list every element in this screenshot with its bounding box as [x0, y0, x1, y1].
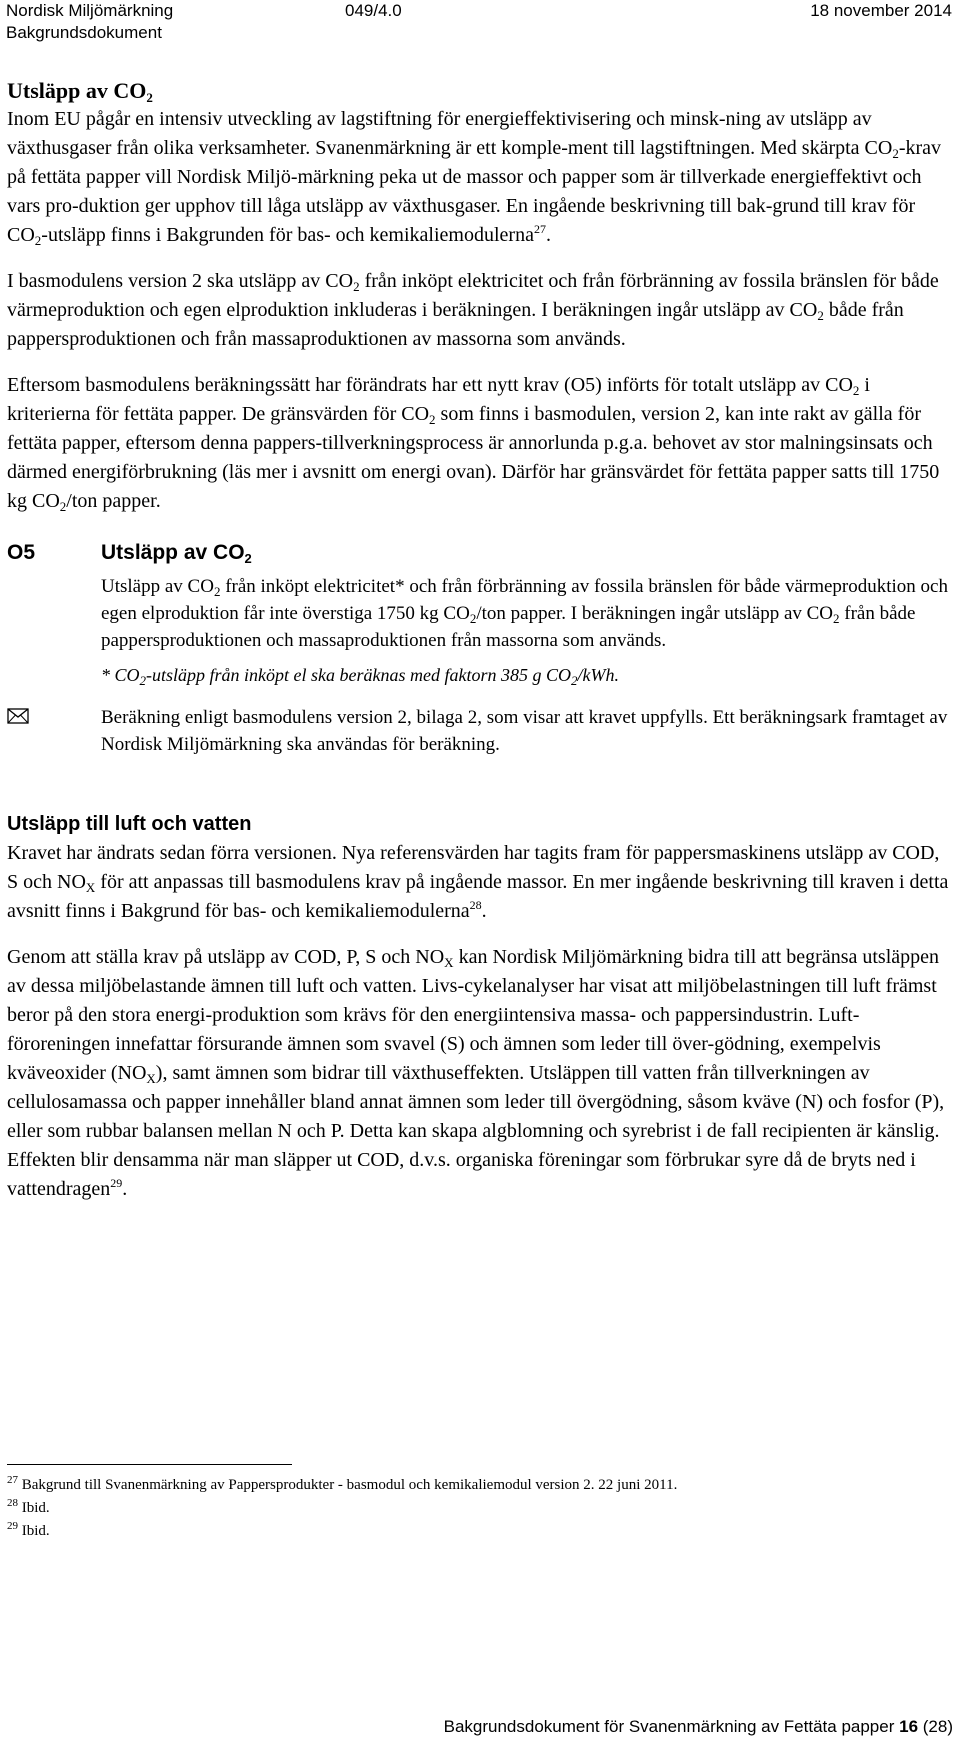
subscript: X	[444, 955, 454, 970]
header-doc-type: Bakgrundsdokument	[6, 23, 162, 42]
verification-text: Beräkning enligt basmodulens version 2, bilaga 2, som visar att kravet uppfylls. Ett beräkningsark framtaget av Nordisk Miljömärkning ska användas för beräkning.	[101, 707, 948, 755]
requirement-body	[101, 573, 953, 654]
requirement-title	[101, 538, 953, 567]
text-run: /kWh.	[577, 665, 619, 685]
text-run: .	[122, 1178, 128, 1200]
subscript: 2	[469, 611, 477, 626]
header-org: Nordisk Miljömärkning	[6, 1, 174, 20]
paragraph-air-water-intro	[7, 839, 953, 926]
footnotes	[7, 1474, 953, 1543]
title-subscript: 2	[244, 551, 252, 566]
subscript: 2	[59, 499, 67, 514]
footnote-text: Bakgrund till Svanenmärkning av Pappersprodukter - basmodul och kemikaliemodul version 2. 22 juni 2011.	[18, 1477, 678, 1493]
page-content	[7, 76, 953, 1204]
header-date: 18 november 2014	[810, 1, 952, 20]
text-run: -utsläpp från inköpt el ska beräknas med faktorn 385 g CO	[146, 665, 571, 685]
paragraph-air-water-detail	[7, 943, 953, 1204]
text-run: * CO	[101, 665, 140, 685]
text-run: ), samt ämnen som bidrar till växthuseffekten. Utsläppen till vatten från tillverkningen av cellulosamassa och papper innehåller bland annat ämnen som leder till övergödning, såsom kväve (N) och fosfor (P), eller som rubbar balansen mellan N och P. Detta kan skapa algblomning och syrebrist i de fall recipienten är känslig. Effekten blir densamma när man släpper ut COD, d.v.s. organiska föreningar som förbrukar syre då de bryts ned i vattendragen	[7, 1062, 945, 1200]
verification-block	[7, 704, 953, 758]
footnote-number: 27	[7, 1474, 18, 1486]
footnote-ref-28[interactable]: 28	[469, 898, 482, 912]
text-run: /ton papper. I beräkningen ingår utsläpp av CO	[476, 603, 834, 624]
text-run: I basmodulens version 2 ska utsläpp av CO	[7, 270, 354, 292]
text-run: från inköpt elektricitet och från förbränning av fossila bränslen för både värmeproduktion och egen elproduktion inkluderas i beräkningen. I beräkningen ingår utsläpp av CO	[7, 270, 939, 321]
heading-subscript: 2	[146, 90, 153, 105]
title-text: Utsläpp av CO	[101, 541, 245, 564]
paragraph-basmodul	[7, 267, 953, 354]
text-run: /ton papper.	[66, 490, 161, 512]
page-total: (28)	[922, 1717, 953, 1736]
subscript: X	[85, 880, 96, 895]
section-heading-air-water: Utsläpp till luft och vatten	[7, 813, 252, 835]
footnote-text: Ibid.	[18, 1523, 50, 1539]
header-doc-number: 049/4.0	[345, 1, 402, 20]
subscript: 2	[817, 308, 824, 323]
text-run: kan Nordisk Miljömärkning bidra till att begränsa utsläppen av dessa miljöbelastande ämnen till luft och vatten. Livs-cykelanalyser har visat att miljöbelastningen till luft främst beror på den stora energi-produktion som krävs för den energiintensiva massa- och pappersindustrin. Luft-föroreningen innefattar försurande ämnen som svavel (S) och ämnen som leder till över-gödning, exempelvis kväveoxider (NO	[7, 946, 940, 1084]
text-run: -utsläpp finns i Bakgrunden för bas- och kemikaliemodulerna	[41, 224, 534, 246]
footnote-ref-29[interactable]: 29	[110, 1176, 123, 1190]
subscript: 2	[429, 412, 436, 427]
text-run: för att anpassas till basmodulens krav på ingående massor. En mer ingående beskrivning till kraven i detta avsnitt finns i Bakgrund för bas- och kemikaliemodulerna	[7, 871, 949, 922]
text-run: från både pappersproduktionen och massaproduktionen från massorna som används.	[101, 603, 916, 651]
footer-title: Bakgrundsdokument för Svanenmärkning av Fettäta papper	[443, 1717, 895, 1736]
requirement-note	[101, 662, 953, 688]
section-heading-co2	[7, 76, 953, 105]
footnote-ref-27[interactable]: 27	[533, 222, 546, 236]
text-run: Eftersom basmodulens beräkningssätt har förändrats har ett nytt krav (O5) införts för totalt utsläpp av CO	[7, 374, 853, 396]
text-run: .	[481, 900, 487, 922]
page-header	[0, 0, 952, 50]
text-run: -krav på fettäta papper vill Nordisk Miljö-märkning peka ut de massor och papper som är tillverkade energieffektivt och vars pro-duktion ger upphov till låga utsläpp av växthusgaser. En ingående beskrivning till bak-grund till krav för CO	[7, 137, 942, 246]
text-run: både från pappersproduktionen och från massaproduktionen av massorna som används.	[7, 299, 904, 350]
subscript: 2	[139, 673, 147, 688]
paragraph-co2-intro	[7, 105, 953, 250]
subscript: 2	[34, 233, 42, 248]
subscript: 2	[833, 611, 840, 626]
heading-text: Utsläpp av CO	[7, 78, 147, 103]
text-run: .	[545, 224, 551, 246]
subscript: 2	[213, 584, 221, 599]
text-run: Kravet har ändrats sedan förra versionen. Nya referensvärden har tagits fram för pappersmaskinens utsläpp av COD, S och NO	[7, 842, 940, 893]
footnote-number: 29	[7, 1520, 18, 1532]
text-run: Utsläpp av CO	[101, 576, 214, 597]
text-run: som finns i basmodulen, version 2, kan inte rakt av gälla för fettäta papper, eftersom denna pappers-tillverkningsprocess är annorlunda p.g.a. behovet av stor malningsinsats och därmed energiförbrukning (läs mer i avsnitt om energi ovan). Därför har gränsvärdet för fettäta papper satts till 1750 kg CO	[7, 403, 940, 512]
subscript: 2	[570, 673, 578, 688]
page-footer	[444, 1716, 953, 1738]
text-run: i kriterierna för fettäta papper. De gränsvärden för CO	[7, 374, 870, 425]
footnote-27	[7, 1474, 953, 1497]
footnote-divider	[7, 1464, 292, 1465]
text-run: Inom EU pågår en intensiv utveckling av lagstiftning för energieffektivisering och minsk-ning av utsläpp av växthusgaser från olika verksamheter. Svanenmärkning är ett komple-ment till lagstiftningen. Med skärpta CO	[7, 108, 893, 159]
subscript: 2	[852, 383, 860, 398]
subscript: X	[146, 1071, 156, 1086]
text-run: från inköpt elektricitet* och från förbränning av fossila bränslen för både värmeproduktion och egen elproduktion får inte överstiga 1750 kg CO	[101, 576, 948, 624]
requirement-o5	[7, 538, 953, 688]
requirement-number: O5	[7, 541, 36, 564]
subscript: 2	[353, 279, 360, 294]
footnote-28	[7, 1497, 953, 1520]
page-number: 16	[899, 1717, 919, 1736]
subscript: 2	[892, 146, 899, 161]
footnote-text: Ibid.	[18, 1500, 50, 1516]
footnote-29	[7, 1520, 953, 1543]
text-run: Genom att ställa krav på utsläpp av COD, P, S och NO	[7, 946, 445, 968]
footnote-number: 28	[7, 1497, 18, 1509]
envelope-icon	[7, 708, 29, 724]
paragraph-o5-background	[7, 371, 953, 516]
